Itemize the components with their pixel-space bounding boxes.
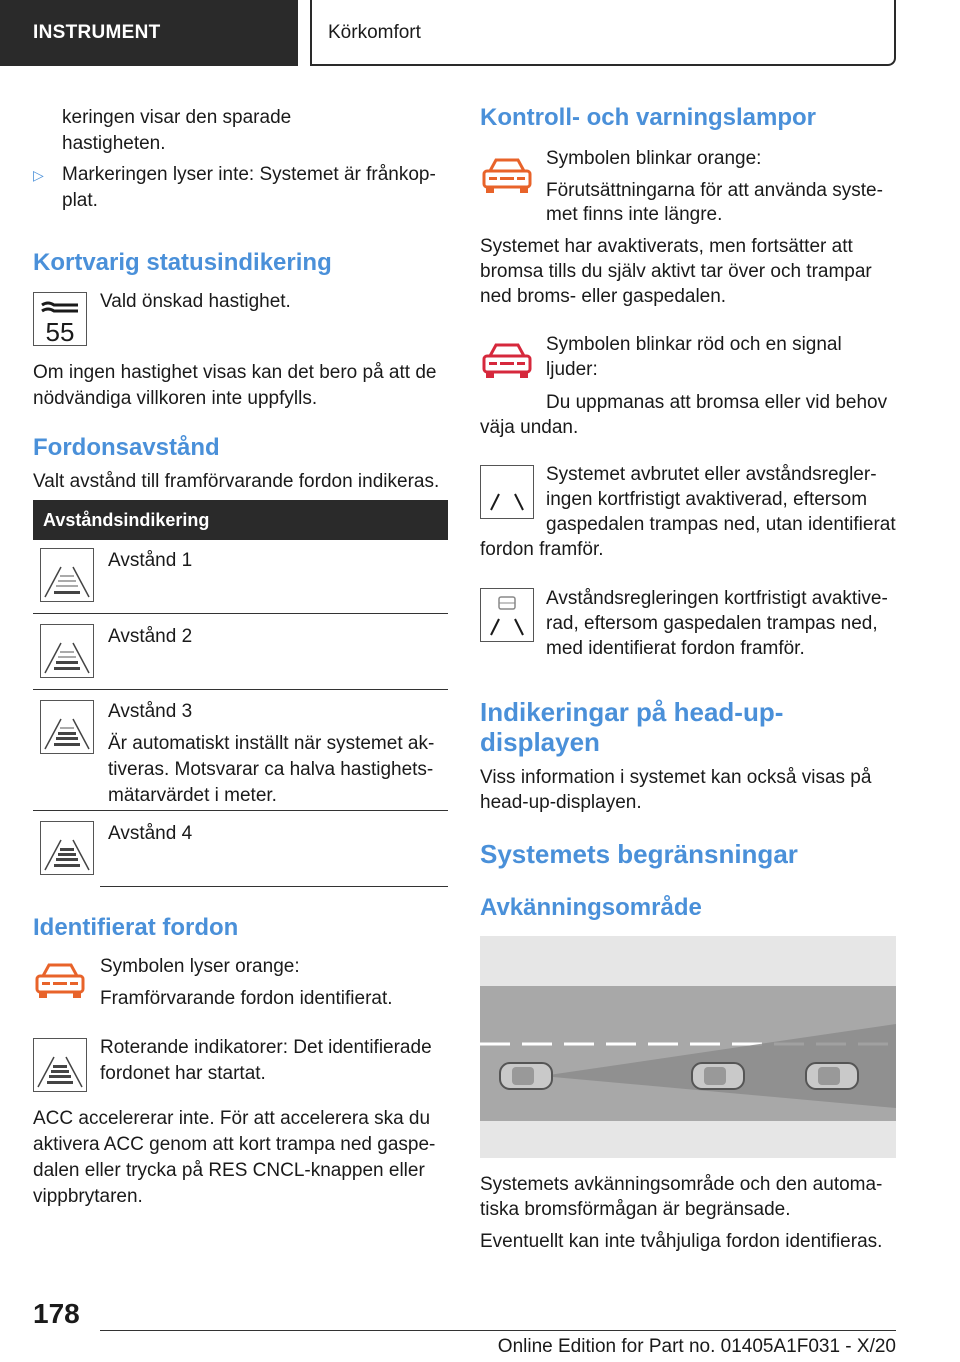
distance-1-label: Avstånd 1 [108,550,193,571]
heading-short-status: Kortvarig statusindikering [33,249,332,276]
heading-identified: Identifierat fordon [33,914,239,941]
lamp-text: med identifierat fordon framför. [546,638,805,659]
heading-distance: Fordonsavstånd [33,434,220,461]
identified-text: Symbolen lyser orange: [100,956,300,977]
range-text: Systemets avkänningsområde och den automa- [480,1174,883,1195]
lamp-text: Symbolen blinkar röd och en signal [546,334,842,355]
acc-off-icon [480,465,534,519]
lamp-text: Du uppmanas att bromsa eller vid behov [546,392,888,413]
distance-3-icon [40,700,94,754]
distance-4-label: Avstånd 4 [108,823,193,844]
distance-3-desc: mätarvärdet i meter. [108,785,277,806]
bullet-triangle-icon: ▷ [33,167,44,183]
lamp-text: gaspedalen trampas ned, utan identifierat [546,514,896,535]
acc-off-vehicle-icon [480,588,534,642]
range-text: Eventuellt kan inte tvåhjuliga fordon identifieras. [480,1231,883,1252]
lamp-text: met finns inte längre. [546,204,723,225]
distance-2-label: Avstånd 2 [108,626,193,647]
acc-text: dalen eller trycka på RES CNCL-knappen eller [33,1160,425,1181]
table-divider [33,613,448,614]
page-number: 178 [33,1298,80,1329]
car-own-icon [500,1063,552,1089]
lamp-text: Avståndsregleringen kortfristigt avaktive- [546,588,888,609]
bullet-text: Markeringen lyser inte: Systemet är frånkop- [62,164,436,185]
heading-hud: Indikeringar på head-up- [480,697,784,727]
detection-range-illustration [480,936,896,1158]
distance-3-label: Avstånd 3 [108,701,193,722]
lamp-text: Systemet avbrutet eller avståndsregler- [546,464,877,485]
lamp-text: Symbolen blinkar orange: [546,148,762,169]
lamp-text: bromsa tills du själv aktivt tar över och trampar [480,261,872,282]
speed-indicator-icon [33,292,87,346]
page-header [0,0,960,66]
lamp-text: Förutsättningarna för att använda syste- [546,180,883,201]
distance-4-icon [40,821,94,875]
range-text: tiska bromsförmågan är begränsade. [480,1199,791,1220]
lamp-text: rad, eftersom gaspedalen trampas ned, [546,613,878,634]
car-orange-icon [480,155,534,195]
distance-3-desc: tiveras. Motsvarar ca halva hastighets- [108,759,434,780]
lamp-text: fordon framför. [480,539,604,560]
distance-intro: Valt avstånd till framförvarande fordon indikeras. [33,471,440,492]
table-divider [100,886,448,887]
speed-note: Om ingen hastighet visas kan det bero på att de [33,362,437,383]
acc-text: ACC accelererar inte. För att accelerera ska du [33,1108,431,1129]
speed-note: nödvändiga villkoren inte uppfylls. [33,388,318,409]
speed-text: Vald önskad hastighet. [100,291,291,312]
distance-2-icon [40,624,94,678]
identified-text: Roterande indikatorer: Det identifierade [100,1037,432,1058]
rotating-indicator-icon [33,1038,87,1092]
bullet-text: plat. [62,190,98,211]
table-divider [33,810,448,811]
table-divider [33,689,448,690]
intro-text: keringen visar den sparade [62,107,292,128]
car-far-icon [806,1063,858,1089]
identified-text: fordonet har startat. [100,1063,266,1084]
lamp-text: ingen kortfristigt avaktiverad, eftersom [546,489,868,510]
heading-lamps: Kontroll- och varningslampor [480,104,817,131]
edition-text: Online Edition for Part no. 01405A1F031 - X/20 [497,1336,896,1357]
distance-3-desc: Är automatiskt inställt när systemet ak- [108,733,435,754]
heading-limits: Systemets begränsningar [480,839,798,869]
hud-text: head-up-displayen. [480,792,642,813]
lamp-text: ljuder: [546,359,598,380]
section-tab: INSTRUMENT [0,0,298,66]
acc-text: aktivera ACC genom att kort trampa ned gaspe- [33,1134,436,1155]
identified-text: Framförvarande fordon identifierat. [100,988,393,1009]
car-ahead-icon [692,1063,744,1089]
lamp-text: väja undan. [480,417,579,438]
lamp-text: ned broms- eller gaspedalen. [480,286,727,307]
lamp-text: Systemet har avaktiverats, men fortsätter att [480,236,853,257]
speed-value: 55 [45,317,75,345]
car-orange-icon [33,960,87,1000]
heading-range: Avkänningsområde [480,894,702,921]
footer-divider [100,1330,896,1331]
acc-text: vippbrytaren. [33,1186,143,1207]
car-red-icon [480,340,534,380]
heading-hud: displayen [480,727,600,757]
intro-text: hastigheten. [62,133,166,154]
distance-1-icon [40,548,94,602]
chapter-tab: Körkomfort [310,0,896,66]
table-header: Avståndsindikering [33,500,448,540]
hud-text: Viss information i systemet kan också visas på [480,767,872,788]
